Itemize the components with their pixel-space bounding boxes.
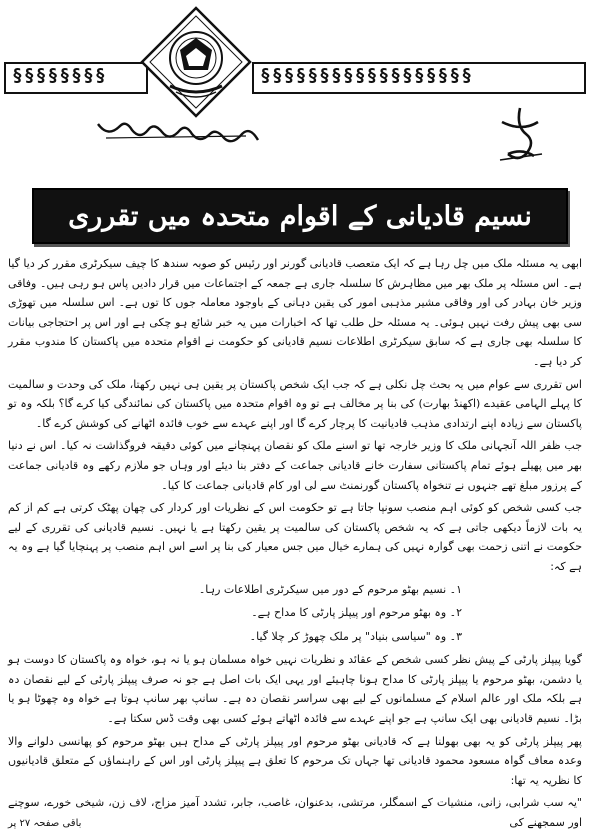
calligraphy-inscription-icon [96, 116, 266, 144]
continued-page-note: باقی صفحہ ۲۷ پر [8, 818, 82, 829]
calligraphy-seal-icon [490, 104, 550, 166]
article-title-banner [32, 188, 568, 244]
decorative-band-left [4, 62, 148, 94]
crest-emblem-icon [140, 6, 252, 118]
list-item: ۱۔ نسیم بھٹو مرحوم کے دور میں سیکرٹری اطلاعات رہا۔ [198, 582, 462, 596]
list-item: ۳۔ وہ "سیاسی بنیاد" پر ملک چھوڑ کر چلا گیا۔ [249, 629, 462, 643]
band-right-pattern: §§§§§§§§§§§§§§§§§§ [260, 65, 474, 86]
paragraph: جب ظفر اللہ آنجہانی ملک کا وزیر خارجہ تھا تو اسنے ملک کو نقصان پہنچانے میں کوئی دقیقہ فروگذاشت نہ کیا۔ اس نے دنیا بھر میں پھیلے ہوئے تمام پاکستانی سفارت خانے قادیانی جماعت کے دفتر بنا دیئے اور وہاں جو ملازم رکھے وہ قادیانی جماعت کے پرزور مبلغ تھے جنہوں نے تنخواہ پاکستان گورنمنٹ سے لی اور کام قادیانی جماعت کا کیا۔ [8, 439, 582, 492]
page-header [0, 0, 590, 170]
paragraph: جب کسی شخص کو کوئی اہم منصب سونپا جاتا ہے تو حکومت اس کے نظریات اور کردار کی چھان پھٹک کرتی ہے کم از کم یہ بات لازماً دیکھی جاتی ہے کہ یہ شخص پاکستان کی سالمیت پر یقین رکھتا ہے یا نہیں۔ نسیم قادیانی کی تقرری کے لیے حکومت نے اتنی زحمت بھی گوارہ نہیں کی ہمارے خیال میں جس معیار کی بنا پر اسے اس اہم منصب پر پہنچایا گیا ہے وہ یہ ہے کہ: [8, 501, 582, 573]
paragraph: اس تقرری سے عوام میں یہ بحث چل نکلی ہے کہ جب ایک شخص پاکستان پر یقین ہی نہیں رکھتا، ملک کی وحدت و سالمیت کا پہلے الہامی عقیدے (اکھنڈ بھارت) کی بنا پر مخالف ہے تو وہ اقوام متحدہ میں پاکستان کی نمائندگی کیا کرے گا؟ بلکہ وہ تو پاکستان سے زیادہ اپنے ارتدادی مذہب قادیانیت کا پرچار کرے گا اور اپنے عہدے سے خوب فائدہ اٹھانے کی کوشش کرے گا۔ [8, 377, 582, 430]
article-body [8, 254, 582, 836]
article-title: نسیم قادیانی کے اقوام متحدہ میں تقرری [68, 200, 532, 232]
paragraph: گویا پیپلز پارٹی کے پیش نظر کسی شخص کے عقائد و نظریات نہیں خواہ مسلمان ہو یا نہ ہو، خواہ وہ پاکستان کا دوست ہو یا دشمن، بھٹو مرحوم یا پیپلز پارٹی کا مداح ہونا چاہیئے اور یہی ایک بات اصل ہے جو نہ صرف پیپلز پارٹی کے لیے نقصان دہ ہے بلکہ ملک اور عالم اسلام کے مسلمانوں کے لیے بھی سراسر نقصان دہ ہے۔ سانپ بھر سانپ ہوتا ہے خواہ وہ چھوٹا ہو یا بڑا۔ نسیم قادیانی بھی ایک سانپ ہے جو اپنے عہدے سے فائدہ اٹھاتے ہوئے کسی بھی وقت ڈس سکتا ہے۔ [8, 653, 582, 726]
paragraph: پھر پیپلز پارٹی کو یہ بھی بھولنا ہے کہ قادیانی بھٹو مرحوم اور پیپلز پارٹی کے مداح ہیں بھٹو مرحوم کو پھانسی دلوانے والا وعدہ معاف گواہ مسعود محمود قادیانی تھا جہاں تک مرحوم کا تعلق ہے پیپلز پارٹی اور اس کے راہنماؤں کے متعلق قادیانیوں کا نظریہ یہ تھا: [8, 734, 582, 787]
paragraph: ابھی یہ مسئلہ ملک میں چل رہا ہے کہ ایک متعصب قادیانی گورنر اور رئیس کو صوبہ سندھ کا چیف سیکرٹری مقرر کر دیا گیا ہے۔ اس مسئلہ پر ملک بھر میں مظاہرش کا سلسلہ جاری ہے جمعہ کے اجتماعات میں قرار دادیں پاس ہو رہی ہیں۔ وفاقی وزیر خان بہادر کی اور وفاقی مشیر مذہبی امور کی یقین دہانی کے باوجود معاملہ جوں کا توں ہے۔ اس سلسلہ میں تھوڑی سی بھی پیش رفت نہیں ہوئی۔ یہ مسئلہ حل طلب تھا کہ اخبارات میں یہ خبر شائع ہو چکی ہے اور اس پر احتجاجی بیانات کا سلسلہ بھی جاری ہے کہ سابق سیکرٹری اطلاعات نسیم قادیانی کو حکومت نے اقوام متحدہ میں پاکستان کا مندوب مقرر کر دیا ہے۔ [8, 257, 582, 368]
paragraph: "یہ سب شرابی، زانی، منشیات کے اسمگلر، مرتشی، بدعنوان، غاصب، جابر، تشدد آمیز مزاج، لاف زن، شیخی خورے، سوچنے اور سمجھنے کی [8, 796, 582, 830]
decorative-band-right [252, 62, 586, 94]
band-left-pattern: §§§§§§§§ [12, 65, 107, 86]
list-item: ۲۔ وہ بھٹو مرحوم اور پیپلز پارٹی کا مداح ہے۔ [251, 606, 462, 620]
